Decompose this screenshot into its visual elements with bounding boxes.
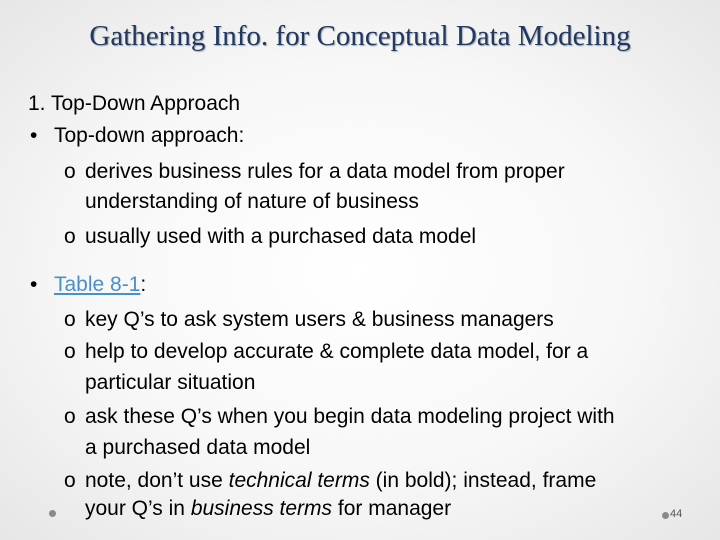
page-number: 44 <box>670 508 683 520</box>
table-8-1-link[interactable]: Table 8-1 <box>54 273 141 296</box>
note-item-continued <box>85 497 451 521</box>
note-emphasis: business terms <box>190 497 333 520</box>
slide-title: Gathering Info. for Conceptual Data Modeling <box>89 20 631 52</box>
note-text: note, don’t use <box>85 469 229 492</box>
table-bullet <box>54 273 146 297</box>
topdown-item: derives business rules for a data model from proper <box>85 160 565 183</box>
table-item-continued: a purchased data model <box>85 436 311 459</box>
topdown-item: usually used with a purchased data model <box>85 225 477 248</box>
note-emphasis: technical terms <box>228 469 370 492</box>
table-colon: : <box>140 273 147 296</box>
table-item-continued: particular situation <box>85 371 256 394</box>
sub-bullet-marker: o <box>64 225 76 248</box>
sub-bullet-marker: o <box>64 308 76 331</box>
note-text: (in bold); instead, frame <box>369 469 597 492</box>
bullet-marker: • <box>30 124 38 147</box>
decorative-dot-icon <box>49 510 56 517</box>
note-item <box>85 469 596 493</box>
sub-bullet-marker: o <box>64 340 76 363</box>
bullet-marker: • <box>30 273 38 296</box>
note-text: your Q’s in <box>85 497 191 520</box>
topdown-label: Top-down approach: <box>54 124 245 147</box>
topdown-item-continued: understanding of nature of business <box>85 190 419 213</box>
table-item: help to develop accurate & complete data model, for a <box>85 340 589 363</box>
section-heading: 1. Top-Down Approach <box>28 92 241 115</box>
decorative-dot-icon <box>662 512 669 519</box>
table-item: ask these Q’s when you begin data modeling project with <box>85 405 615 428</box>
table-item: key Q’s to ask system users & business managers <box>85 308 554 331</box>
sub-bullet-marker: o <box>64 469 76 492</box>
note-text: for manager <box>332 497 452 520</box>
sub-bullet-marker: o <box>64 160 76 183</box>
sub-bullet-marker: o <box>64 405 76 428</box>
